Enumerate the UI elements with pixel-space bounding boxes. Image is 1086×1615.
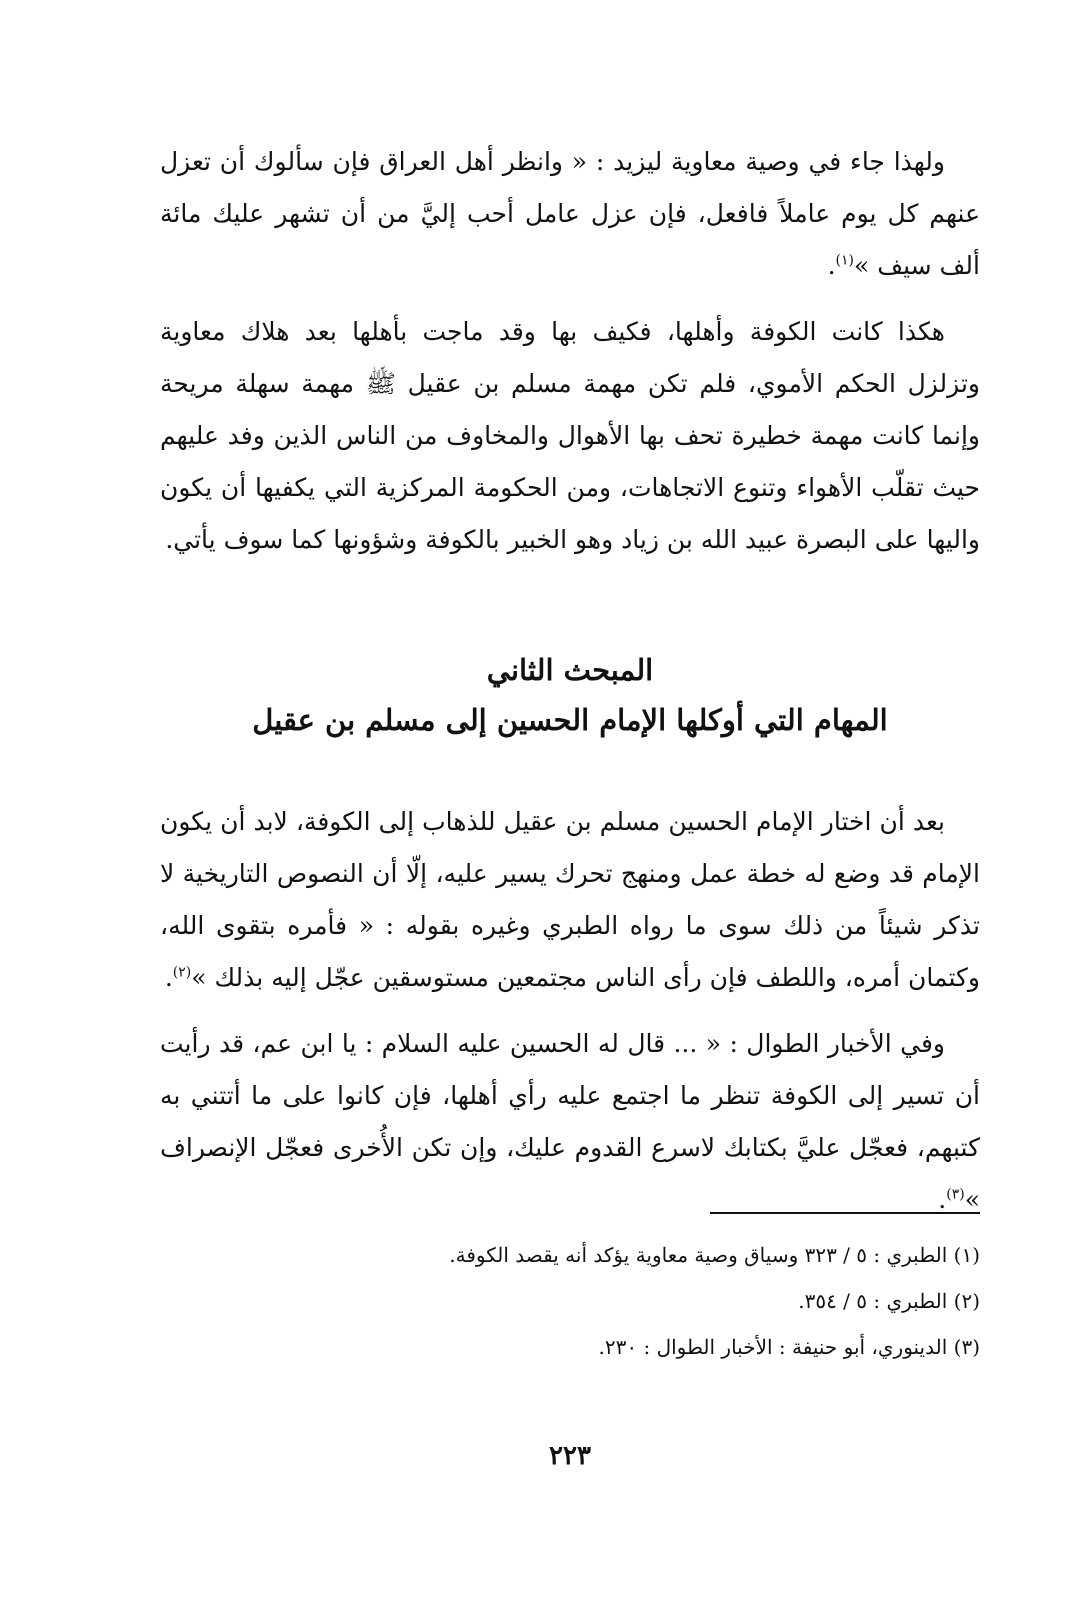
footnote-ref: (٢) [172,964,192,981]
footnote-ref: (٣) [946,1186,965,1203]
paragraph-text: وفي الأخبار الطوال : « ... قال له الحسين عليه السلام : يا ابن عم، قد رأيت أن تسير إلى الكوفة تنظر ما اجتمع عليه رأي أهلها، فإن كانوا على ما أتتني به كتبهم، فعجّل عليَّ بكتابك لاسرع القدوم عليك، وإن تكن الأُخرى فعجّل الإنصراف » [160,1029,980,1214]
paragraph-muawiya-advice [160,136,980,292]
paragraph-text: ولهذا جاء في وصية معاوية ليزيد : « وانظر أهل العراق فإن سألوك أن تعزل عنهم كل يوم عاملاً فافعل، فإن عزل عامل أحب إليَّ من أن تشهر عليك مائة ألف سيف » [160,147,980,280]
footnote-3: (٣) الدينوري، أبو حنيفة : الأخبار الطوال : ٢٣٠. [598,1335,980,1359]
paragraph-end: . [164,963,173,992]
paragraph-end: . [938,1185,947,1214]
footnote-divider [710,1212,980,1214]
section-title: المهام التي أوكلها الإمام الحسين إلى مسلم بن عقيل [252,703,888,737]
footnote-ref: (١) [835,252,854,269]
paragraph-akhbar-tiwal [160,1018,980,1226]
paragraph [160,1018,980,1226]
section-heading [160,645,980,745]
paragraph [160,136,980,292]
paragraph-end: . [827,251,836,280]
footnote-1: (١) الطبري : ٥ / ٣٢٣ وسياق وصية معاوية يؤكد أنه يقصد الكوفة. [449,1243,980,1267]
paragraph [160,796,980,1004]
footnote-2: (٢) الطبري : ٥ / ٣٥٤. [798,1289,980,1313]
section-number-title: المبحث الثاني [486,653,654,687]
paragraph-kufa-situation [160,306,980,566]
page-number: ٢٢٣ [549,1441,591,1471]
paragraph-text: بعد أن اختار الإمام الحسين مسلم بن عقيل للذهاب إلى الكوفة، لابد أن يكون الإمام قد وضع له خطة عمل ومنهج تحرك يسير عليه، إلّا أن النصوص التاريخية لا تذكر شيئاً من ذلك سوى ما رواه الطبري وغيره بقوله : « فأمره بتقوى الله، وكتمان أمره، واللطف فإن رأى الناس مجتمعين مستوسقين عجّل إليه بذلك » [160,807,980,992]
paragraph [160,306,980,566]
paragraph-imam-plan [160,796,980,1004]
paragraph-text: هكذا كانت الكوفة وأهلها، فكيف بها وقد ماجت بأهلها بعد هلاك معاوية وتزلزل الحكم الأموي، فلم تكن مهمة مسلم بن عقيل ﷺ مهمة سهلة مريحة وإنما كانت مهمة خطيرة تحف بها الأهوال والمخاوف من الناس الذين وفد عليهم حيث تقلّب الأهواء وتنوع الاتجاهات، ومن الحكومة المركزية التي يكفيها أن يكون واليها على البصرة عبيد الله بن زياد وهو الخبير بالكوفة وشؤونها كما سوف يأتي. [160,317,980,554]
footnotes [160,1232,980,1370]
